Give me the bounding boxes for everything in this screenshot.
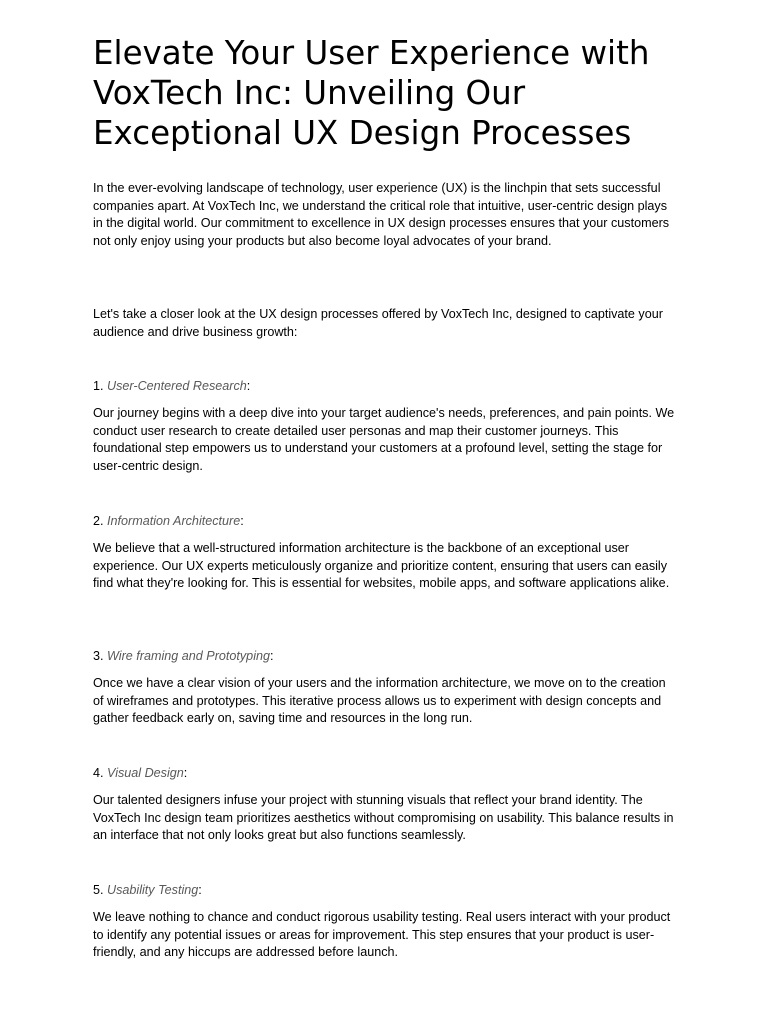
section-heading-2 <box>93 513 677 531</box>
section-number: 1. <box>93 379 108 393</box>
section-heading-4 <box>93 765 677 783</box>
section-suffix: : <box>198 883 202 897</box>
section-body-3: Once we have a clear vision of your users and the information architecture, we move on to the creation of wireframes and prototypes. This iterative process allows us to experiment with design concepts and gather feedback early on, saving time and resources in the long run. <box>93 676 666 726</box>
section-number: 5. <box>93 883 108 897</box>
section-heading-3 <box>93 648 677 666</box>
section-body-5: We leave nothing to chance and conduct rigorous usability testing. Real users interact with your product to identify any potential issues or areas for improvement. This step ensures that your product is user-friendly, and any hiccups are addressed before launch. <box>93 910 671 960</box>
section-heading-5 <box>93 882 677 900</box>
section-suffix: : <box>183 766 188 780</box>
section-term: Information Architecture <box>107 514 241 528</box>
section-term: Visual Design <box>107 766 184 780</box>
document-title: Elevate Your User Experience with VoxTech Inc: Unveiling Our Exceptional UX Design Processes <box>93 34 650 152</box>
section-suffix: : <box>240 514 244 528</box>
intro-paragraph: In the ever-evolving landscape of technology, user experience (UX) is the linchpin that sets successful companies apart. At VoxTech Inc, we understand the critical role that intuitive, user-centric design plays in the digital world. Our commitment to excellence in UX design processes ensures that your customers not only enjoy using your products but also become loyal advocates of your brand. <box>93 181 670 249</box>
section-body-4: Our talented designers infuse your project with stunning visuals that reflect your brand identity. The VoxTech Inc design team prioritizes aesthetics without compromising on usability. This balance results in an interface that not only looks great but also functions seamlessly. <box>93 793 674 843</box>
section-number: 2. <box>93 514 108 528</box>
lead-in-paragraph: Let's take a closer look at the UX design processes offered by VoxTech Inc, designed to captivate your audience and drive business growth: <box>93 307 663 339</box>
section-term: User-Centered Research <box>107 379 247 393</box>
section-suffix: : <box>270 649 274 663</box>
section-heading-1 <box>93 378 677 396</box>
section-term: Usability Testing <box>107 883 199 897</box>
section-number: 4. <box>93 766 108 780</box>
section-suffix: : <box>246 379 251 393</box>
section-body-1: Our journey begins with a deep dive into your target audience's needs, preferences, and pain points. We conduct user research to create detailed user personas and map their customer journeys. This foundational step empowers us to understand your customers at a profound level, setting the stage for user-centric design. <box>93 406 675 474</box>
section-body-2: We believe that a well-structured information architecture is the backbone of an exceptional user experience. Our UX experts meticulously organize and prioritize content, ensuring that users can easily find what they're looking for. This is essential for websites, mobile apps, and software applications alike. <box>93 541 670 591</box>
section-term: Wire framing and Prototyping <box>107 649 270 663</box>
section-number: 3. <box>93 649 108 663</box>
